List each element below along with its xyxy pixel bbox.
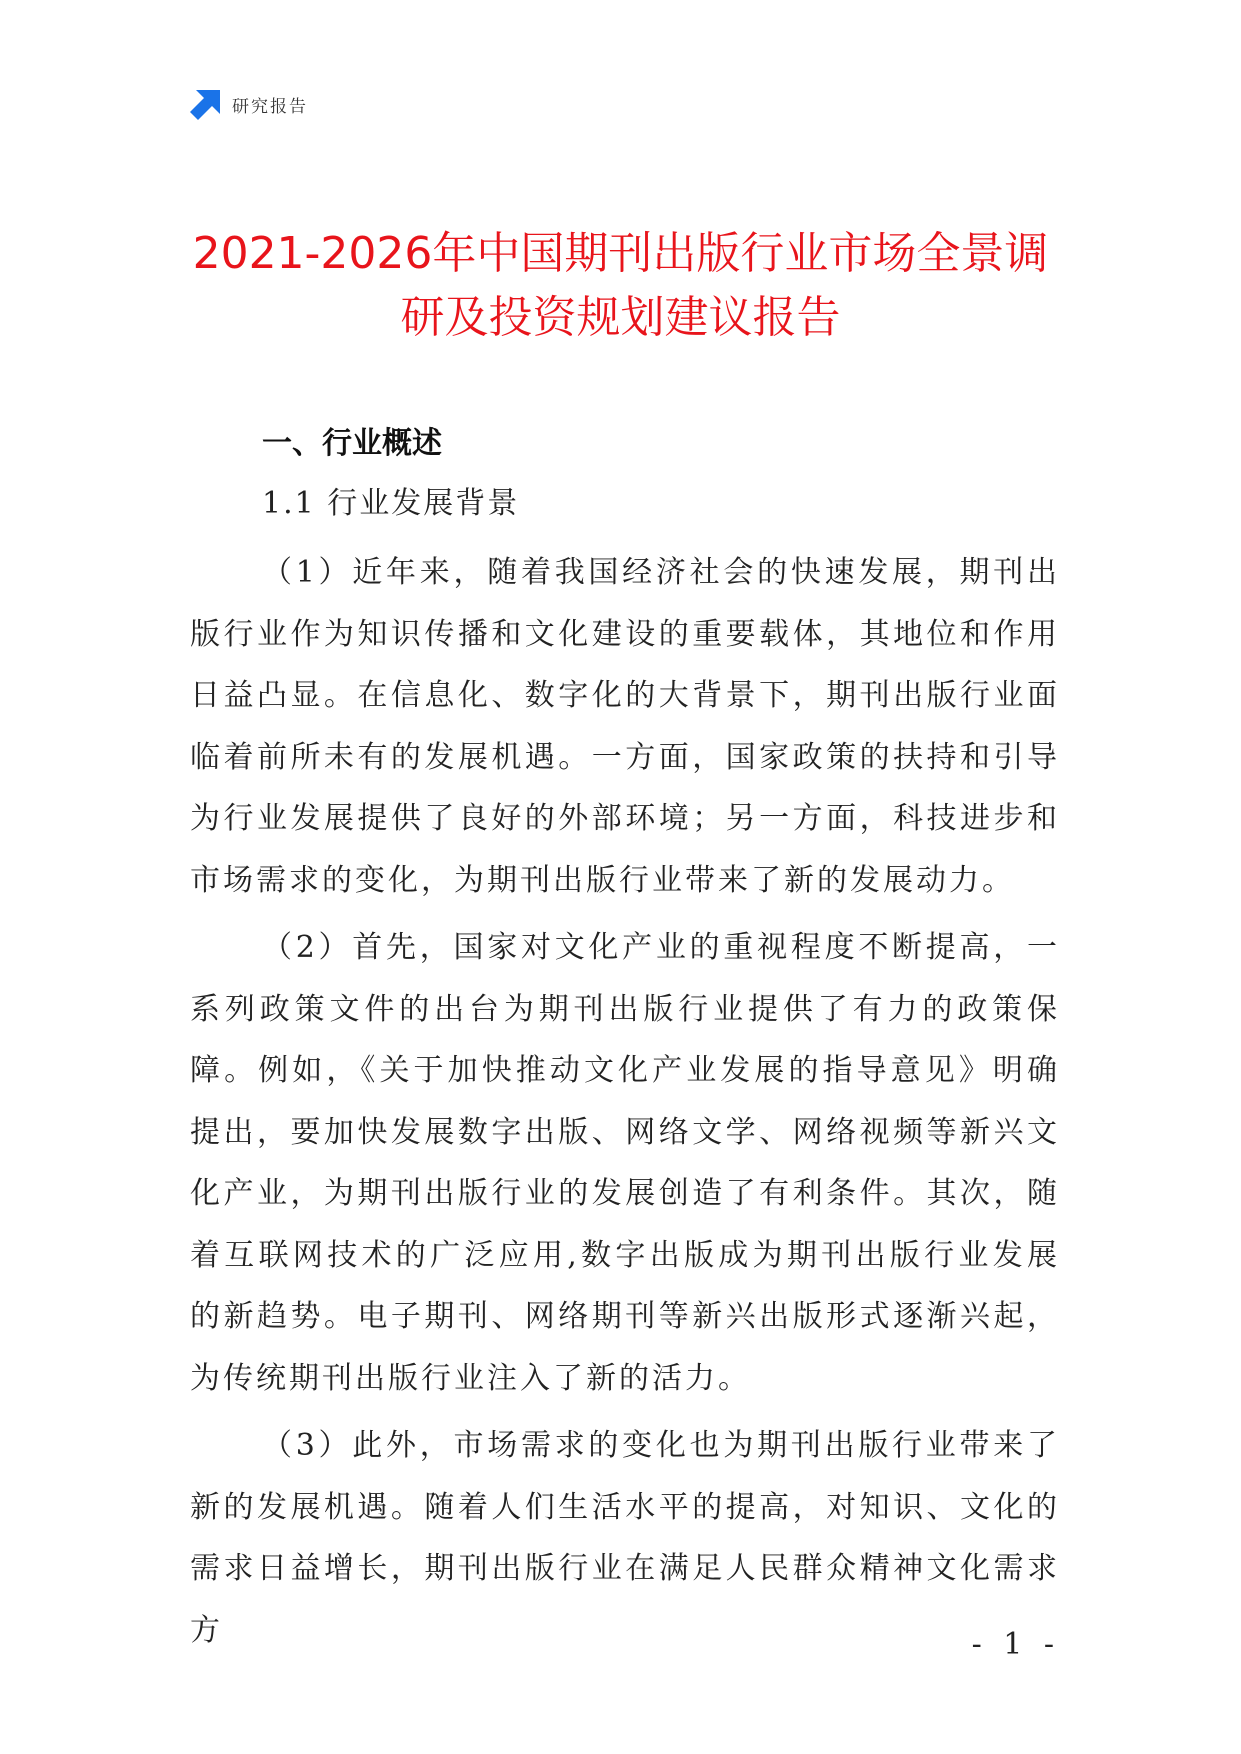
report-header [190, 86, 308, 122]
document-title [150, 222, 1091, 350]
arrow-up-right-icon [190, 88, 222, 120]
paragraph-3: （3）此外，市场需求的变化也为期刊出版行业带来了新的发展机遇。随着人们生活水平的提高，对知识、文化的需求日益增长，期刊出版行业在满足人民群众精神文化需求方 [190, 1428, 1060, 1648]
title-line-2: 研及投资规划建议报告 [400, 292, 841, 343]
header-label: 研究报告 [232, 96, 308, 117]
title-line-1: 2021-2026年中国期刊出版行业市场全景调 [192, 228, 1049, 279]
section-heading: 一、行业概述 [262, 426, 442, 461]
document-body [190, 422, 1060, 1667]
paragraph-1: （1）近年来，随着我国经济社会的快速发展，期刊出版行业作为知识传播和文化建设的重要载体，其地位和作用日益凸显。在信息化、数字化的大背景下，期刊出版行业面临着前所未有的发展机遇。一方面，国家政策的扶持和引导为行业发展提供了良好的外部环境；另一方面，科技进步和市场需求的变化，为期刊出版行业带来了新的发展动力。 [190, 555, 1060, 898]
subsection-heading: 1.1 行业发展背景 [262, 486, 520, 521]
page-number: - 1 - [971, 1627, 1060, 1662]
paragraph-2: （2）首先，国家对文化产业的重视程度不断提高，一系列政策文件的出台为期刊出版行业提供了有力的政策保障。例如，《关于加快推动文化产业发展的指导意见》明确提出，要加快发展数字出版、网络文学、网络视频等新兴文化产业，为期刊出版行业的发展创造了有利条件。其次，随着互联网技术的广泛应用,数字出版成为期刊出版行业发展的新趋势。电子期刊、网络期刊等新兴出版形式逐渐兴起，为传统期刊出版行业注入了新的活力。 [190, 930, 1060, 1396]
